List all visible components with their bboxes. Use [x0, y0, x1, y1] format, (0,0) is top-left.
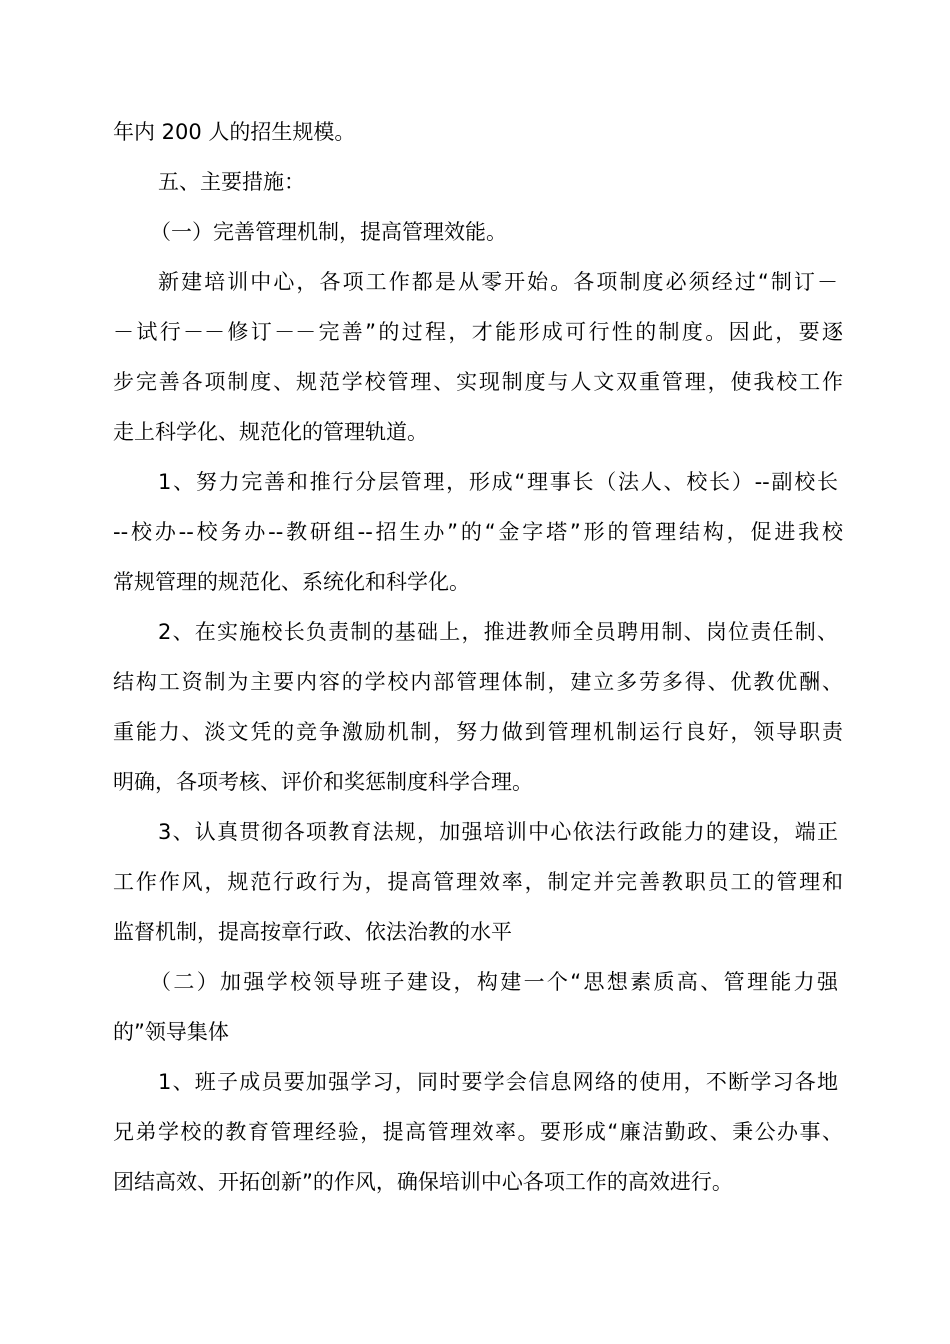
subsection-heading-2: （二）加强学校领导班子建设，构建一个“思想素质高、管理能力强	[150, 970, 838, 994]
subsection-heading-1: （一）完善管理机制，提高管理效能。	[150, 220, 507, 244]
paragraph-line: 常规管理的规范化、系统化和科学化。	[113, 570, 470, 594]
paragraph-line: 3、认真贯彻各项教育法规，加强培训中心依法行政能力的建设，端正	[158, 820, 838, 844]
paragraph-line: 结构工资制为主要内容的学校内部管理体制，建立多劳多得、优教优酬、	[113, 670, 843, 694]
paragraph-line: 兄弟学校的教育管理经验，提高管理效率。要形成“廉洁勤政、秉公办事、	[113, 1120, 843, 1144]
paragraph-line: 工作作风，规范行政行为，提高管理效率，制定并完善教职员工的管理和	[113, 870, 843, 894]
section-heading-measures: 五、主要措施：	[158, 170, 305, 194]
paragraph-line: 1、班子成员要加强学习，同时要学会信息网络的使用，不断学习各地	[158, 1070, 838, 1094]
text-line-continuation: 年内 200 人的招生规模。	[113, 120, 356, 144]
paragraph-line: 监督机制，提高按章行政、依法治教的水平	[113, 920, 512, 944]
paragraph-line: 1、努力完善和推行分层管理，形成“理事长（法人、校长）--副校长	[158, 470, 838, 494]
paragraph-line: 步完善各项制度、规范学校管理、实现制度与人文双重管理，使我校工作	[113, 370, 843, 394]
paragraph-line: --校办--校务办--教研组--招生办”的“金字塔”形的管理结构，促进我校	[113, 520, 843, 544]
paragraph-line: 新建培训中心，各项工作都是从零开始。各项制度必须经过“制订－	[158, 270, 838, 294]
paragraph-line: 走上科学化、规范化的管理轨道。	[113, 420, 428, 444]
paragraph-line: 重能力、淡文凭的竞争激励机制，努力做到管理机制运行良好，领导职责	[113, 720, 843, 744]
paragraph-line: 团结高效、开拓创新”的作风，确保培训中心各项工作的高效进行。	[113, 1170, 733, 1194]
subsection-heading-2-continuation: 的”领导集体	[113, 1020, 229, 1044]
paragraph-line: 2、在实施校长负责制的基础上，推进教师全员聘用制、岗位责任制、	[158, 620, 838, 644]
paragraph-line: 明确，各项考核、评价和奖惩制度科学合理。	[113, 770, 533, 794]
paragraph-line: －试行－－修订－－完善”的过程，才能形成可行性的制度。因此，要逐	[113, 320, 843, 344]
